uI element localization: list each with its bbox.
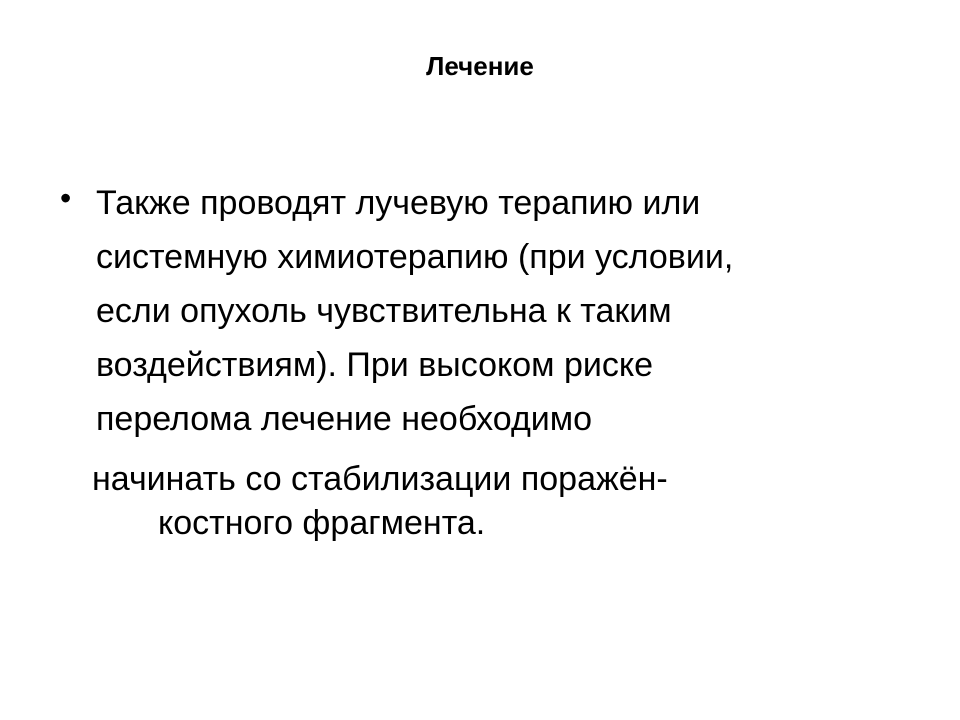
body-line: Также проводят лучевую терапию или (96, 184, 701, 222)
slide-title: Лечение (426, 51, 534, 81)
body-line: перелома лечение необходимо (96, 400, 593, 438)
body-line: начинать со стабилизации поражён- (92, 460, 668, 498)
body-line: если опухоль чувствительна к таким (96, 292, 672, 330)
bullet-marker: • (60, 180, 72, 216)
body-line: костного фрагмента. (158, 504, 486, 542)
body-line: воздействиям). При высоком риске (96, 346, 654, 384)
body-line: системную химиотерапию (при условии, (96, 238, 734, 276)
